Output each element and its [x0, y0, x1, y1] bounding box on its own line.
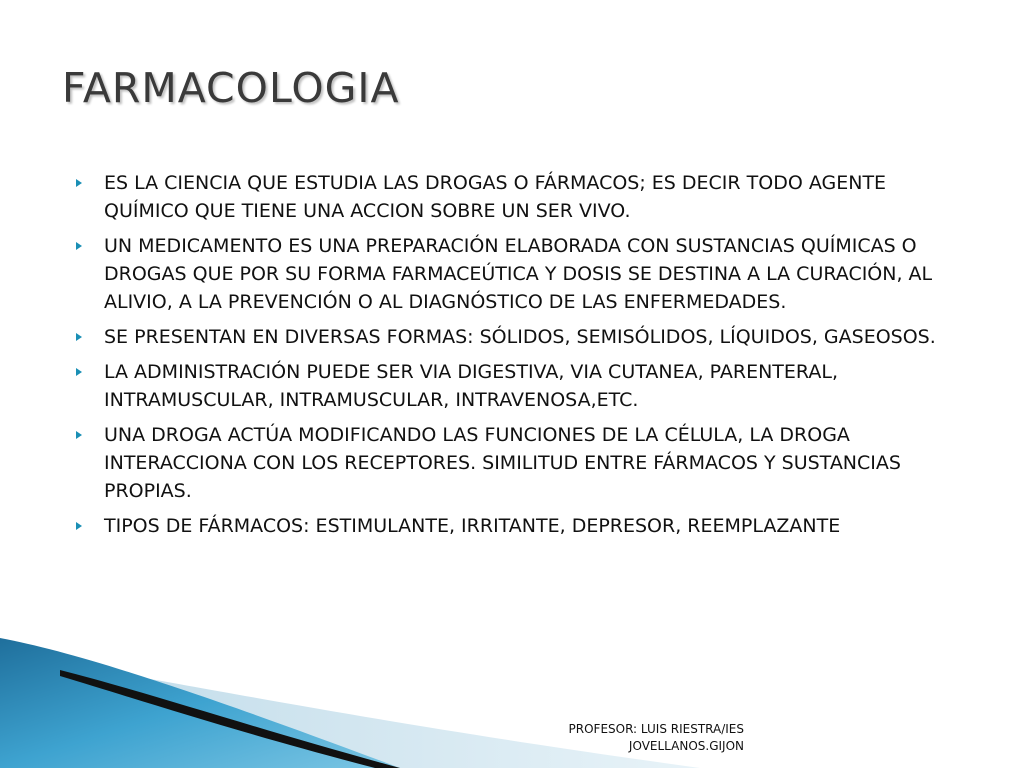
bullet-item	[74, 323, 964, 351]
bullet-text: LA ADMINISTRACIÓN PUEDE SER VIA DIGESTIVA, VIA CUTANEA, PARENTERAL, INTRAMUSCULAR, INTRAMUSCULAR, INTRAVENOSA,ETC.	[104, 361, 838, 411]
slide-title: FARMACOLOGIA	[62, 64, 400, 112]
triangle-bullet-icon	[76, 179, 82, 187]
bullet-item	[74, 232, 964, 316]
triangle-bullet-icon	[76, 242, 82, 250]
bullet-text: SE PRESENTAN EN DIVERSAS FORMAS: SÓLIDOS, SEMISÓLIDOS, LÍQUIDOS, GASEOSOS.	[104, 326, 936, 348]
bullet-text: TIPOS DE FÁRMACOS: ESTIMULANTE, IRRITANTE, DEPRESOR, REEMPLAZANTE	[104, 515, 841, 537]
wave-blue-band	[0, 638, 400, 768]
bullet-item	[74, 421, 964, 505]
bullet-text: ES LA CIENCIA QUE ESTUDIA LAS DROGAS O FÁRMACOS; ES DECIR TODO AGENTE QUÍMICO QUE TIENE UNA ACCION SOBRE UN SER VIVO.	[104, 172, 887, 222]
bullet-text: UNA DROGA ACTÚA MODIFICANDO LAS FUNCIONES DE LA CÉLULA, LA DROGA INTERACCIONA CON LOS RECEPTORES. SIMILITUD ENTRE FÁRMACOS Y SUSTANCIAS PROPIAS.	[104, 424, 901, 502]
footer-line-2: JOVELLANOS.GIJON	[628, 739, 744, 753]
triangle-bullet-icon	[76, 522, 82, 530]
bullet-item	[74, 512, 964, 540]
bullet-item	[74, 169, 964, 225]
footer-line-1: PROFESOR: LUIS RIESTRA/IES	[568, 722, 744, 736]
footer-credit	[569, 721, 744, 755]
bullet-list	[74, 169, 964, 547]
triangle-bullet-icon	[76, 333, 82, 341]
triangle-bullet-icon	[76, 368, 82, 376]
bullet-text: UN MEDICAMENTO ES UNA PREPARACIÓN ELABORADA CON SUSTANCIAS QUÍMICAS O DROGAS QUE POR SU FORMA FARMACEÚTICA Y DOSIS SE DESTINA A LA CURACIÓN, AL ALIVIO, A LA PREVENCIÓN O AL DIAGNÓSTICO DE LAS ENFERMEDADES.	[104, 235, 933, 313]
bullet-item	[74, 358, 964, 414]
triangle-bullet-icon	[76, 431, 82, 439]
